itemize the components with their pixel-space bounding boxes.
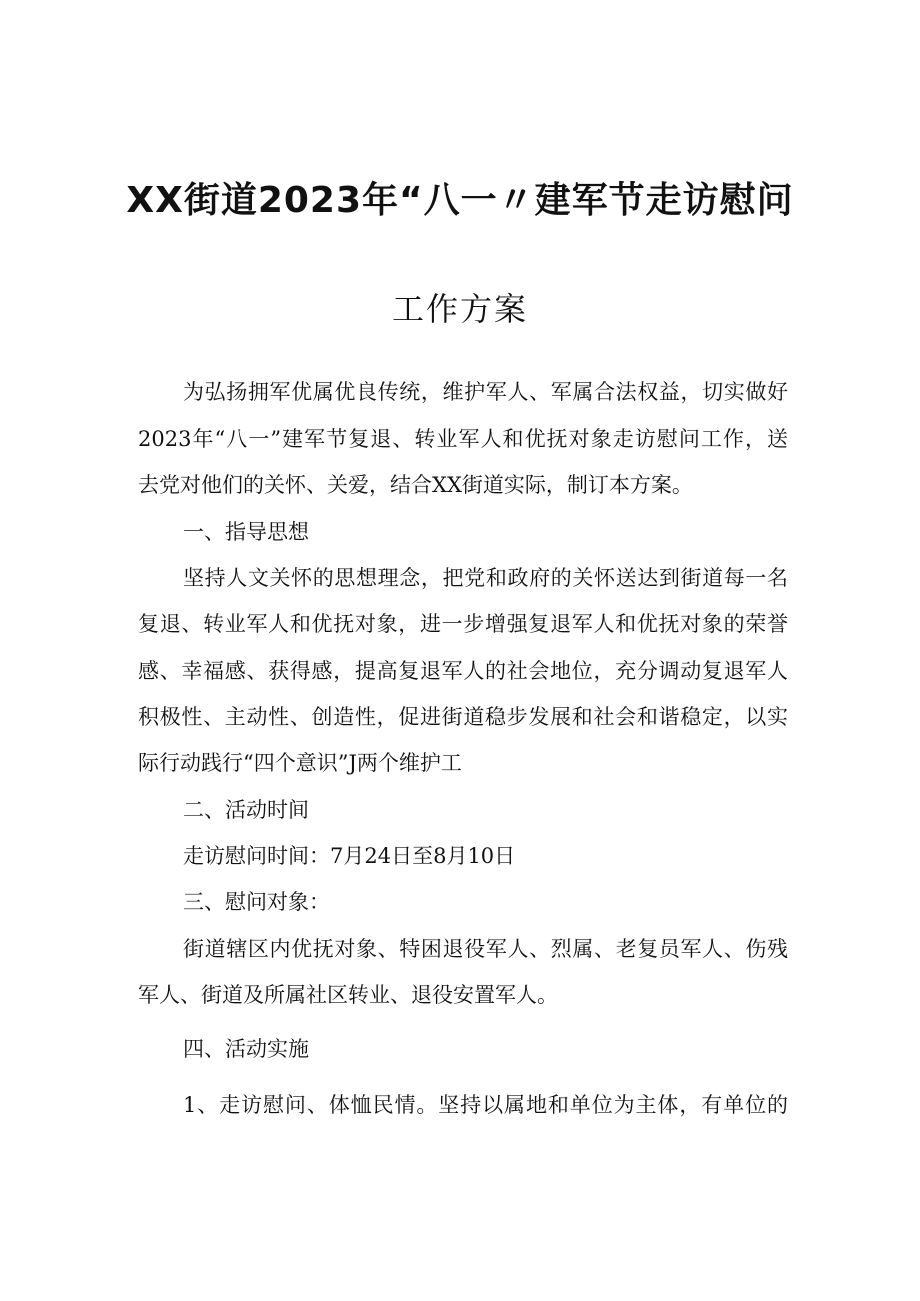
section-heading: 二、活动时间 xyxy=(183,798,309,822)
paragraph-line: 感、幸福感、获得感，提高复退军人的社会地位，充分调动复退军人 xyxy=(138,659,788,683)
paragraph-line: 坚持人文关怀的思想理念，把党和政府的关怀送达到街道每一名 xyxy=(183,566,788,590)
paragraph-line: 军人、街道及所属社区转业、退役安置军人。 xyxy=(138,983,558,1007)
paragraph-line: 2023年“八一”建军节复退、转业军人和优抚对象走访慰问工作，送 xyxy=(138,427,788,451)
paragraph-line: 走访慰问时间：7月24日至8月10日 xyxy=(183,844,516,868)
paragraph-line: 复退、转业军人和优抚对象，进一步增强复退军人和优抚对象的荣誉 xyxy=(138,612,788,636)
section-heading: 四、活动实施 xyxy=(183,1037,309,1061)
document-title-line-1: XX街道2023年“八一〃建军节走访慰问 xyxy=(126,180,794,221)
paragraph-line: 为弘扬拥军优属优良传统，维护军人、军属合法权益，切实做好 xyxy=(183,380,788,404)
paragraph-line: 1、走访慰问、体恤民情。坚持以属地和单位为主体，有单位的 xyxy=(183,1093,788,1117)
paragraph-line: 积极性、主动性、创造性，促进街道稳步发展和社会和谐稳定，以实 xyxy=(138,705,788,729)
document-title-line-2: 工作方案 xyxy=(391,290,528,328)
section-heading: 一、指导思想 xyxy=(183,520,309,544)
section-heading: 三、慰问对象： xyxy=(183,890,330,914)
paragraph-line: 去党对他们的关怀、关爱，结合XX街道实际，制订本方案。 xyxy=(138,473,693,497)
paragraph-line: 街道辖区内优抚对象、特困退役军人、烈属、老复员军人、伤残 xyxy=(183,937,788,961)
paragraph-line: 际行动践行“四个意识”J两个维护工 xyxy=(138,751,462,775)
